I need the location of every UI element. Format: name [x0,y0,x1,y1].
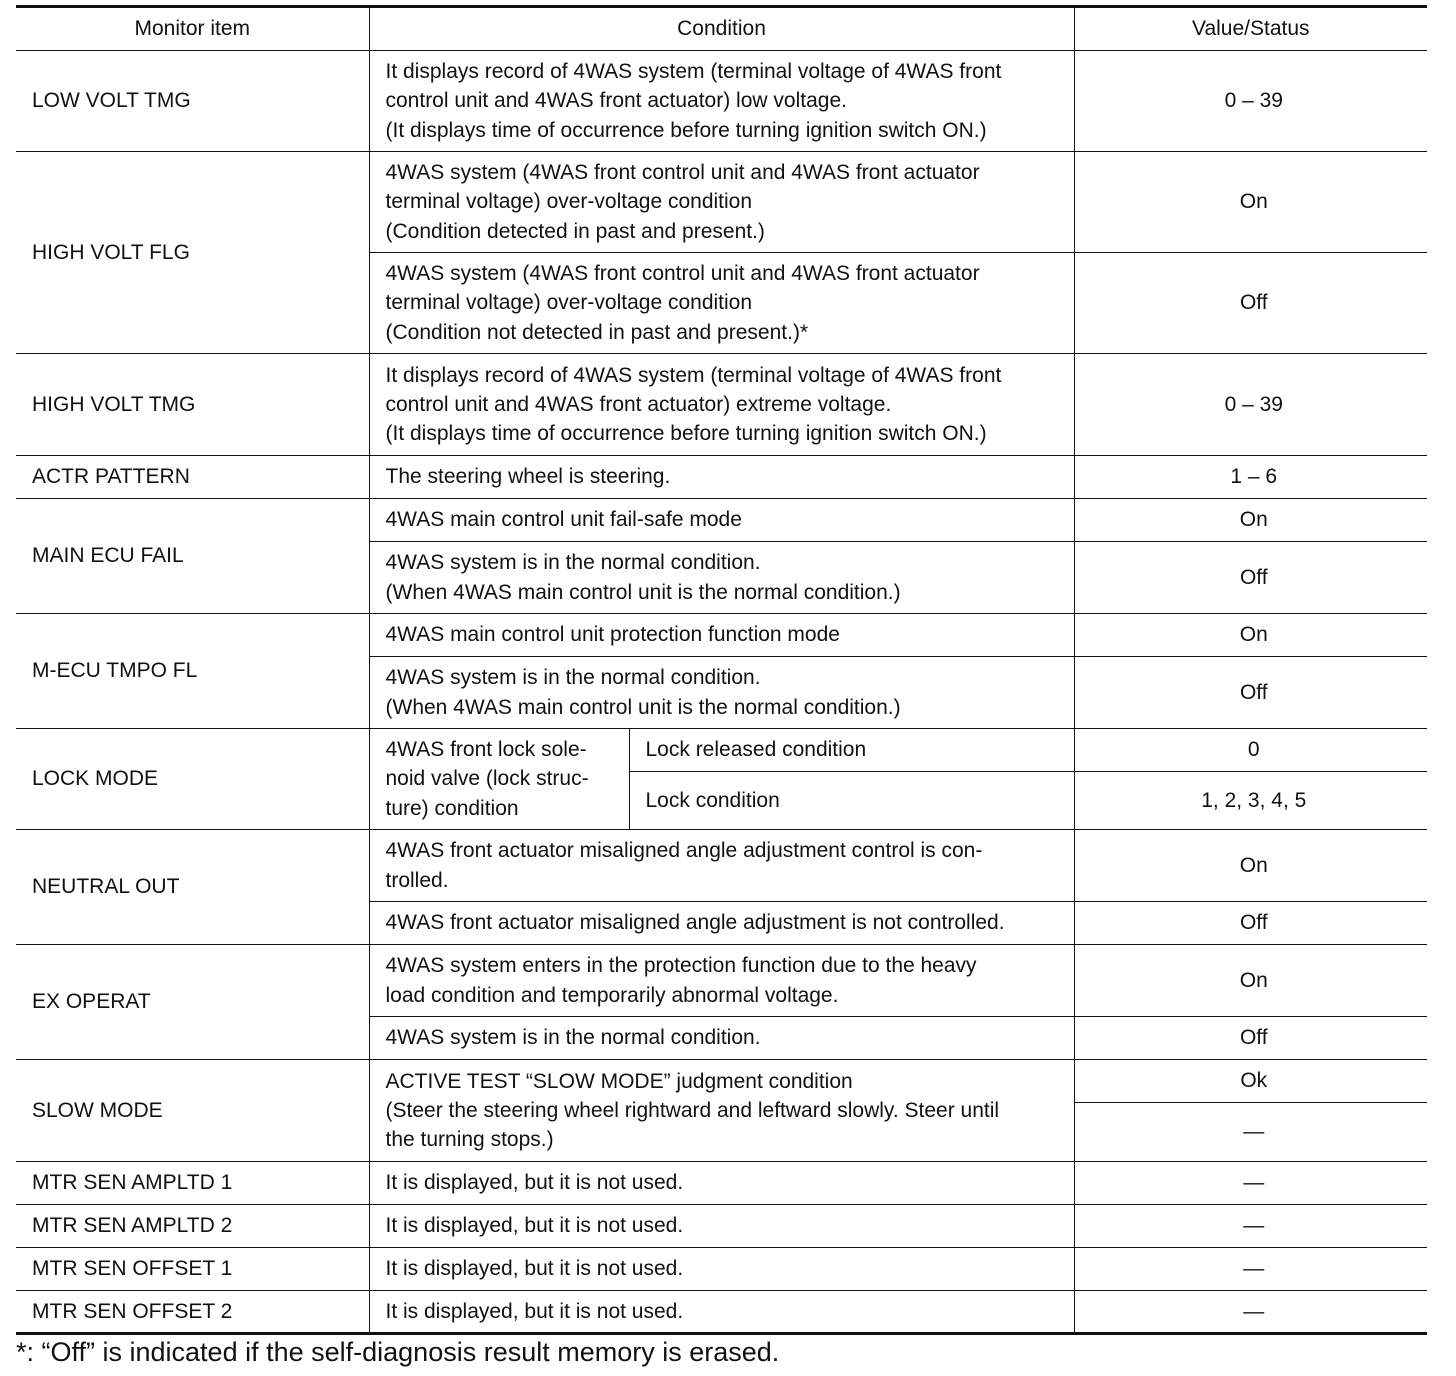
table-row [16,729,1427,772]
condition-cell: It is displayed, but it is not used. [369,1205,1074,1248]
condition-cell: The steering wheel is steering. [369,456,1074,499]
condition-cell [369,1060,1074,1162]
condition-cell [369,945,1074,1017]
condition-line: 4WAS system enters in the protection function due to the heavy [385,954,977,978]
monitor-item: LOCK MODE [16,729,369,830]
value-status: On [1074,499,1427,542]
condition-cell [369,542,1074,614]
monitor-item: ACTR PATTERN [16,456,369,499]
value-status: — [1074,1291,1427,1334]
monitor-item: MTR SEN AMPLTD 1 [16,1162,369,1205]
value-status: Off [1074,902,1427,945]
condition-cell: 4WAS main control unit fail-safe mode [369,499,1074,542]
value-status: On [1074,614,1427,657]
monitor-item: SLOW MODE [16,1060,369,1162]
condition-line: (It displays time of occurrence before turning ignition switch ON.) [385,422,987,446]
monitor-item: MAIN ECU FAIL [16,499,369,614]
condition-line: (It displays time of occurrence before turning ignition switch ON.) [385,118,987,142]
sub-condition-cell: Lock released condition [629,729,1074,772]
condition-line: (Condition not detected in past and present.)* [385,320,809,344]
condition-cell: 4WAS front actuator misaligned angle adjustment is not controlled. [369,902,1074,945]
condition-line: (Condition detected in past and present.) [385,219,765,243]
value-status: On [1074,830,1427,902]
condition-cell: It is displayed, but it is not used. [369,1162,1074,1205]
monitor-item: EX OPERAT [16,945,369,1060]
condition-line: load condition and temporarily abnormal voltage. [385,983,839,1007]
condition-cell [369,657,1074,729]
table-row [16,1205,1427,1248]
value-status: 1, 2, 3, 4, 5 [1074,772,1427,830]
condition-cell [369,51,1074,152]
monitor-item: M-ECU TMPO FL [16,614,369,729]
condition-cell [369,354,1074,456]
value-status: Off [1074,542,1427,614]
header-monitor-item: Monitor item [16,7,369,51]
table-row [16,152,1427,253]
header-value-status: Value/Status [1074,7,1427,51]
value-status: 0 – 39 [1074,51,1427,152]
value-status: — [1074,1205,1427,1248]
condition-line: ture) condition [385,796,519,820]
table-row [16,51,1427,152]
table-row [16,830,1427,902]
condition-line: (When 4WAS main control unit is the normal condition.) [385,695,901,719]
monitor-item-table [16,5,1427,1335]
condition-line: (When 4WAS main control unit is the normal condition.) [385,580,901,604]
sub-condition-cell: Lock condition [629,772,1074,830]
monitor-item: MTR SEN AMPLTD 2 [16,1205,369,1248]
monitor-item: MTR SEN OFFSET 2 [16,1291,369,1334]
table-row [16,1291,1427,1334]
value-status: — [1074,1162,1427,1205]
condition-cell [369,830,1074,902]
value-status: — [1074,1103,1427,1162]
value-status: Off [1074,1017,1427,1060]
table-row [16,499,1427,542]
header-condition: Condition [369,7,1074,51]
condition-line: (Steer the steering wheel rightward and leftward slowly. Steer until [385,1098,1000,1122]
value-status: 1 – 6 [1074,456,1427,499]
condition-line: terminal voltage) over-voltage condition [385,190,753,214]
condition-line: 4WAS system (4WAS front control unit and 4WAS front actuator [385,262,980,286]
condition-line: It displays record of 4WAS system (terminal voltage of 4WAS front [385,363,1002,387]
condition-line: 4WAS system is in the normal condition. [385,666,761,690]
value-status: 0 – 39 [1074,354,1427,456]
condition-line: terminal voltage) over-voltage condition [385,291,753,315]
condition-line: 4WAS front lock sole- [385,738,587,762]
monitor-item: NEUTRAL OUT [16,830,369,945]
value-status: 0 [1074,729,1427,772]
table-row [16,456,1427,499]
condition-line: noid valve (lock struc- [385,767,589,791]
condition-cell: 4WAS system is in the normal condition. [369,1017,1074,1060]
condition-line: trolled. [385,868,449,892]
monitor-item: HIGH VOLT FLG [16,152,369,354]
table-row [16,1248,1427,1291]
condition-line: control unit and 4WAS front actuator) low voltage. [385,89,847,113]
table-row [16,1060,1427,1103]
condition-cell: It is displayed, but it is not used. [369,1248,1074,1291]
condition-line: 4WAS front actuator misaligned angle adjustment control is con- [385,839,983,863]
value-status: — [1074,1248,1427,1291]
condition-cell: It is displayed, but it is not used. [369,1291,1074,1334]
condition-line: control unit and 4WAS front actuator) extreme voltage. [385,392,892,416]
footnote: *: “Off” is indicated if the self-diagnosis result memory is erased. [16,1337,780,1367]
condition-line: ACTIVE TEST “SLOW MODE” judgment condition [385,1069,853,1093]
table-row [16,945,1427,1017]
value-status: On [1074,152,1427,253]
condition-line: 4WAS system is in the normal condition. [385,551,761,575]
table-header-row [16,7,1427,51]
condition-line: the turning stops.) [385,1128,554,1152]
table-row [16,354,1427,456]
monitor-table-wrapper [16,5,1427,1335]
table-row [16,614,1427,657]
monitor-item: HIGH VOLT TMG [16,354,369,456]
value-status: Off [1074,253,1427,354]
condition-cell [369,253,1074,354]
condition-cell: 4WAS main control unit protection function mode [369,614,1074,657]
condition-cell [369,729,629,830]
condition-line: It displays record of 4WAS system (terminal voltage of 4WAS front [385,60,1002,84]
condition-line: 4WAS system (4WAS front control unit and 4WAS front actuator [385,161,980,185]
condition-cell [369,152,1074,253]
value-status: Off [1074,657,1427,729]
monitor-item: LOW VOLT TMG [16,51,369,152]
monitor-item: MTR SEN OFFSET 1 [16,1248,369,1291]
value-status: On [1074,945,1427,1017]
value-status: Ok [1074,1060,1427,1103]
table-row [16,1162,1427,1205]
